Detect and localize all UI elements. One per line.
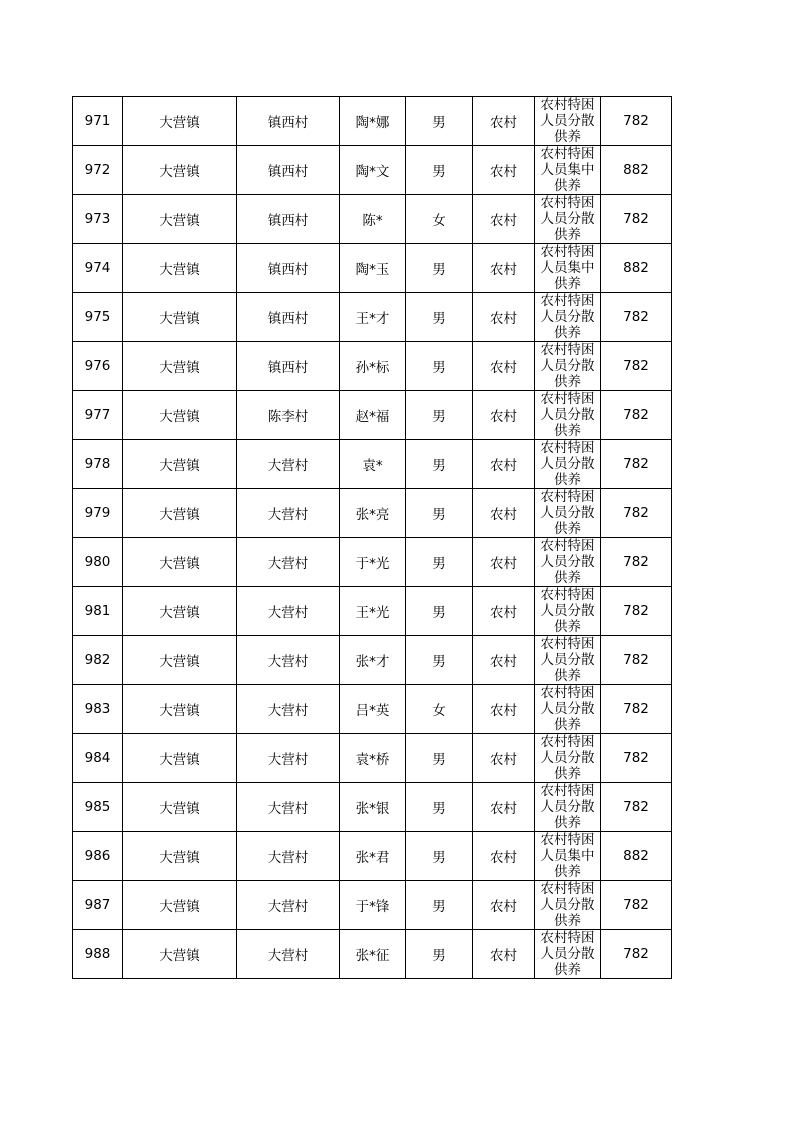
category-cell <box>535 97 601 146</box>
table-row <box>73 881 672 930</box>
category-cell <box>535 930 601 979</box>
row-number-cell: 987 <box>73 881 123 930</box>
area-cell: 农村 <box>473 489 535 538</box>
category-text: 农村特困人员分散供养 <box>540 342 595 390</box>
name-cell: 陶*文 <box>340 146 406 195</box>
row-number-cell: 983 <box>73 685 123 734</box>
row-number-cell: 984 <box>73 734 123 783</box>
town-cell: 大营镇 <box>123 881 237 930</box>
name-cell: 于*锋 <box>340 881 406 930</box>
category-text: 农村特困人员分散供养 <box>540 930 595 978</box>
table-row <box>73 832 672 881</box>
category-text: 农村特困人员分散供养 <box>540 685 595 733</box>
category-cell <box>535 783 601 832</box>
gender-cell: 男 <box>406 930 473 979</box>
gender-cell: 男 <box>406 538 473 587</box>
town-cell: 大营镇 <box>123 342 237 391</box>
town-cell: 大营镇 <box>123 636 237 685</box>
category-text: 农村特困人员分散供养 <box>540 881 595 929</box>
area-cell: 农村 <box>473 440 535 489</box>
category-cell <box>535 832 601 881</box>
table-row <box>73 538 672 587</box>
table-row <box>73 685 672 734</box>
category-cell <box>535 342 601 391</box>
category-cell <box>535 881 601 930</box>
town-cell: 大营镇 <box>123 832 237 881</box>
area-cell: 农村 <box>473 342 535 391</box>
amount-cell: 782 <box>601 538 672 587</box>
area-cell: 农村 <box>473 195 535 244</box>
amount-cell: 882 <box>601 146 672 195</box>
table-row <box>73 391 672 440</box>
amount-cell: 782 <box>601 930 672 979</box>
town-cell: 大营镇 <box>123 391 237 440</box>
category-text: 农村特困人员集中供养 <box>540 244 595 292</box>
name-cell: 陈* <box>340 195 406 244</box>
category-text: 农村特困人员分散供养 <box>540 440 595 488</box>
name-cell: 陶*玉 <box>340 244 406 293</box>
gender-cell: 男 <box>406 832 473 881</box>
amount-cell: 782 <box>601 783 672 832</box>
amount-cell: 782 <box>601 489 672 538</box>
table-row <box>73 97 672 146</box>
area-cell: 农村 <box>473 538 535 587</box>
table-row <box>73 930 672 979</box>
category-cell <box>535 636 601 685</box>
row-number-cell: 973 <box>73 195 123 244</box>
gender-cell: 男 <box>406 391 473 440</box>
name-cell: 王*光 <box>340 587 406 636</box>
row-number-cell: 976 <box>73 342 123 391</box>
category-text: 农村特困人员分散供养 <box>540 538 595 586</box>
row-number-cell: 977 <box>73 391 123 440</box>
village-cell: 镇西村 <box>237 97 340 146</box>
category-text: 农村特困人员分散供养 <box>540 734 595 782</box>
category-text: 农村特困人员分散供养 <box>540 587 595 635</box>
gender-cell: 男 <box>406 489 473 538</box>
amount-cell: 882 <box>601 244 672 293</box>
name-cell: 陶*娜 <box>340 97 406 146</box>
category-cell <box>535 538 601 587</box>
amount-cell: 782 <box>601 685 672 734</box>
area-cell: 农村 <box>473 244 535 293</box>
table-row <box>73 587 672 636</box>
town-cell: 大营镇 <box>123 195 237 244</box>
village-cell: 镇西村 <box>237 146 340 195</box>
village-cell: 大营村 <box>237 783 340 832</box>
table-row <box>73 244 672 293</box>
area-cell: 农村 <box>473 587 535 636</box>
category-text: 农村特困人员分散供养 <box>540 293 595 341</box>
village-cell: 陈李村 <box>237 391 340 440</box>
amount-cell: 782 <box>601 636 672 685</box>
name-cell: 张*才 <box>340 636 406 685</box>
category-cell <box>535 685 601 734</box>
row-number-cell: 981 <box>73 587 123 636</box>
area-cell: 农村 <box>473 293 535 342</box>
category-cell <box>535 293 601 342</box>
category-cell <box>535 440 601 489</box>
name-cell: 于*光 <box>340 538 406 587</box>
village-cell: 大营村 <box>237 832 340 881</box>
gender-cell: 男 <box>406 440 473 489</box>
town-cell: 大营镇 <box>123 783 237 832</box>
category-cell <box>535 734 601 783</box>
name-cell: 张*银 <box>340 783 406 832</box>
gender-cell: 男 <box>406 881 473 930</box>
table-row <box>73 146 672 195</box>
row-number-cell: 979 <box>73 489 123 538</box>
table-row <box>73 783 672 832</box>
name-cell: 赵*福 <box>340 391 406 440</box>
row-number-cell: 978 <box>73 440 123 489</box>
amount-cell: 782 <box>601 97 672 146</box>
row-number-cell: 972 <box>73 146 123 195</box>
area-cell: 农村 <box>473 881 535 930</box>
village-cell: 镇西村 <box>237 244 340 293</box>
town-cell: 大营镇 <box>123 440 237 489</box>
category-text: 农村特困人员分散供养 <box>540 636 595 684</box>
table-row <box>73 293 672 342</box>
gender-cell: 男 <box>406 97 473 146</box>
name-cell: 张*君 <box>340 832 406 881</box>
village-cell: 大营村 <box>237 538 340 587</box>
amount-cell: 782 <box>601 293 672 342</box>
village-cell: 大营村 <box>237 636 340 685</box>
amount-cell: 782 <box>601 440 672 489</box>
gender-cell: 男 <box>406 636 473 685</box>
area-cell: 农村 <box>473 930 535 979</box>
category-cell <box>535 489 601 538</box>
category-cell <box>535 146 601 195</box>
relief-roster-table <box>72 96 672 979</box>
table-row <box>73 734 672 783</box>
area-cell: 农村 <box>473 734 535 783</box>
name-cell: 袁*桥 <box>340 734 406 783</box>
name-cell: 张*亮 <box>340 489 406 538</box>
village-cell: 镇西村 <box>237 342 340 391</box>
village-cell: 大营村 <box>237 881 340 930</box>
table-row <box>73 440 672 489</box>
town-cell: 大营镇 <box>123 930 237 979</box>
row-number-cell: 986 <box>73 832 123 881</box>
amount-cell: 782 <box>601 881 672 930</box>
table-body <box>73 97 672 979</box>
town-cell: 大营镇 <box>123 97 237 146</box>
category-text: 农村特困人员分散供养 <box>540 783 595 831</box>
area-cell: 农村 <box>473 146 535 195</box>
category-cell <box>535 391 601 440</box>
table-row <box>73 342 672 391</box>
category-text: 农村特困人员分散供养 <box>540 489 595 537</box>
village-cell: 大营村 <box>237 587 340 636</box>
category-text: 农村特困人员分散供养 <box>540 391 595 439</box>
table-row <box>73 489 672 538</box>
area-cell: 农村 <box>473 783 535 832</box>
village-cell: 镇西村 <box>237 195 340 244</box>
village-cell: 大营村 <box>237 440 340 489</box>
area-cell: 农村 <box>473 97 535 146</box>
gender-cell: 男 <box>406 146 473 195</box>
area-cell: 农村 <box>473 636 535 685</box>
village-cell: 大营村 <box>237 685 340 734</box>
row-number-cell: 985 <box>73 783 123 832</box>
gender-cell: 男 <box>406 244 473 293</box>
amount-cell: 782 <box>601 195 672 244</box>
amount-cell: 882 <box>601 832 672 881</box>
town-cell: 大营镇 <box>123 244 237 293</box>
amount-cell: 782 <box>601 391 672 440</box>
gender-cell: 男 <box>406 587 473 636</box>
town-cell: 大营镇 <box>123 146 237 195</box>
gender-cell: 女 <box>406 685 473 734</box>
town-cell: 大营镇 <box>123 734 237 783</box>
name-cell: 孙*标 <box>340 342 406 391</box>
gender-cell: 女 <box>406 195 473 244</box>
name-cell: 袁* <box>340 440 406 489</box>
category-cell <box>535 195 601 244</box>
village-cell: 大营村 <box>237 930 340 979</box>
area-cell: 农村 <box>473 685 535 734</box>
row-number-cell: 988 <box>73 930 123 979</box>
name-cell: 王*才 <box>340 293 406 342</box>
category-text: 农村特困人员集中供养 <box>540 146 595 194</box>
town-cell: 大营镇 <box>123 538 237 587</box>
category-text: 农村特困人员分散供养 <box>540 195 595 243</box>
town-cell: 大营镇 <box>123 489 237 538</box>
category-text: 农村特困人员分散供养 <box>540 97 595 145</box>
name-cell: 吕*英 <box>340 685 406 734</box>
town-cell: 大营镇 <box>123 293 237 342</box>
town-cell: 大营镇 <box>123 685 237 734</box>
table-row <box>73 636 672 685</box>
gender-cell: 男 <box>406 734 473 783</box>
gender-cell: 男 <box>406 783 473 832</box>
table-row <box>73 195 672 244</box>
village-cell: 镇西村 <box>237 293 340 342</box>
row-number-cell: 974 <box>73 244 123 293</box>
amount-cell: 782 <box>601 734 672 783</box>
amount-cell: 782 <box>601 587 672 636</box>
area-cell: 农村 <box>473 391 535 440</box>
category-cell <box>535 587 601 636</box>
category-cell <box>535 244 601 293</box>
row-number-cell: 980 <box>73 538 123 587</box>
name-cell: 张*征 <box>340 930 406 979</box>
gender-cell: 男 <box>406 342 473 391</box>
category-text: 农村特困人员集中供养 <box>540 832 595 880</box>
row-number-cell: 971 <box>73 97 123 146</box>
row-number-cell: 975 <box>73 293 123 342</box>
village-cell: 大营村 <box>237 734 340 783</box>
row-number-cell: 982 <box>73 636 123 685</box>
town-cell: 大营镇 <box>123 587 237 636</box>
area-cell: 农村 <box>473 832 535 881</box>
amount-cell: 782 <box>601 342 672 391</box>
gender-cell: 男 <box>406 293 473 342</box>
village-cell: 大营村 <box>237 489 340 538</box>
